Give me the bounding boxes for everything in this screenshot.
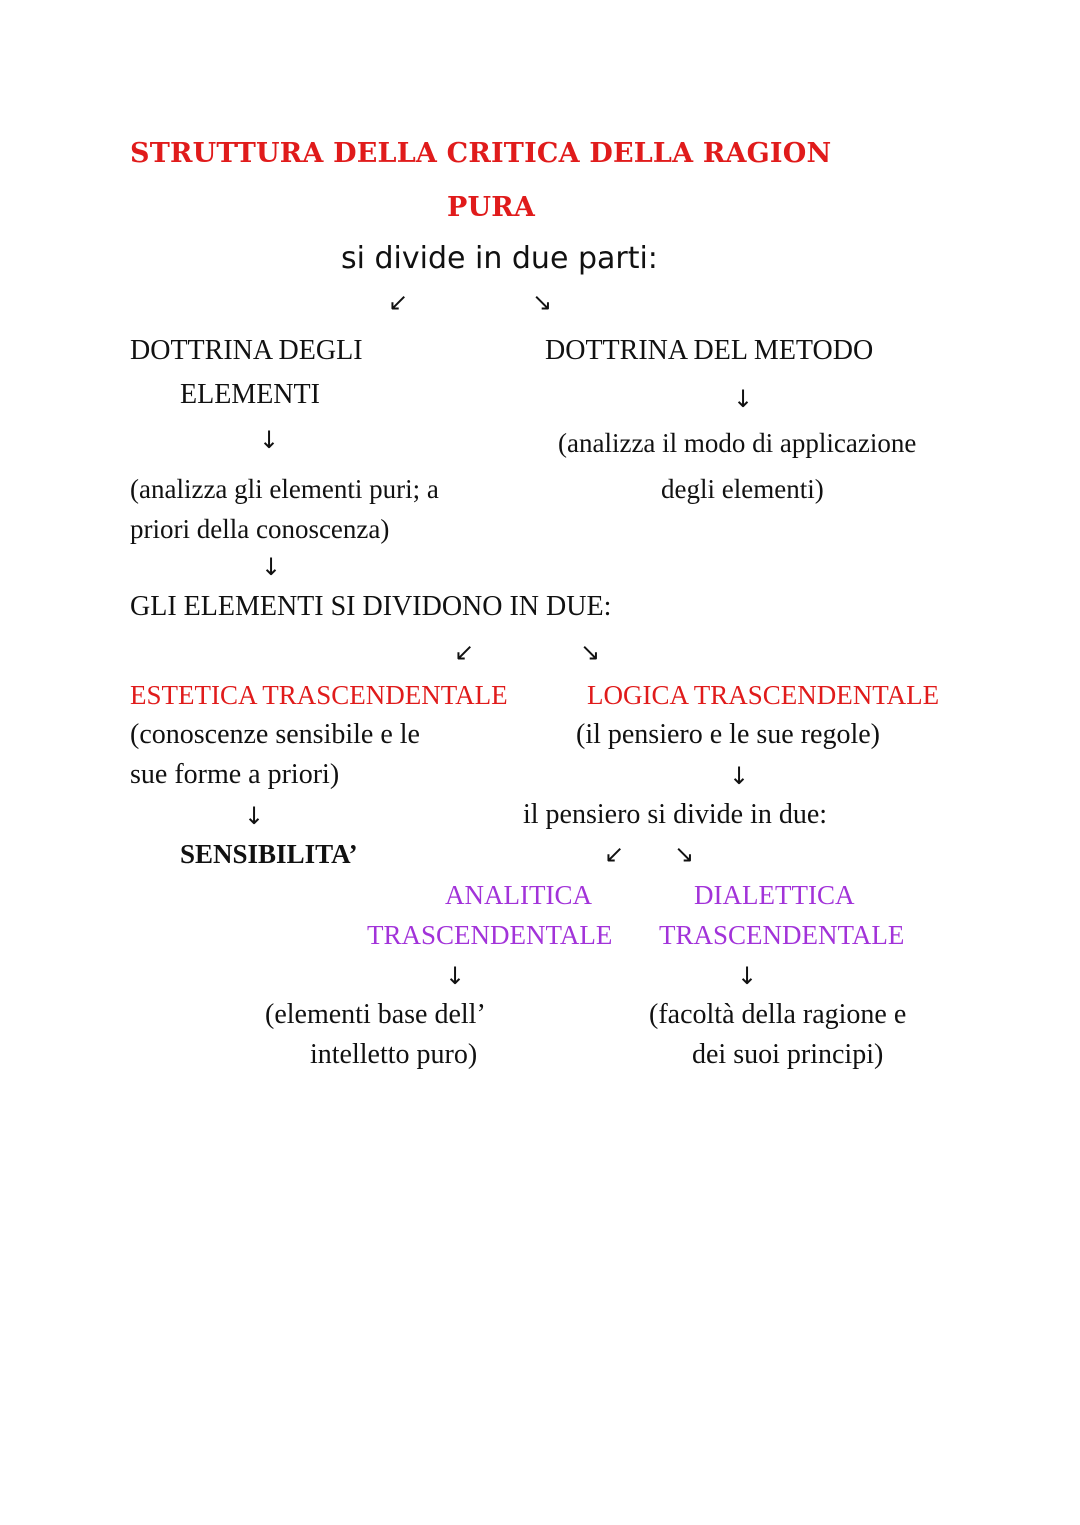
estetica-heading: ESTETICA TRASCENDENTALE — [130, 680, 508, 710]
arrow-down-right-icon: ↘ — [674, 840, 695, 868]
estetica-desc-line2: sue forme a priori) — [130, 759, 340, 790]
page-title-continuation: PURA — [447, 192, 536, 223]
dottrina-metodo-heading: DOTTRINA DEL METODO — [545, 335, 874, 366]
dottrina-elementi-heading-line2: ELEMENTI — [180, 379, 320, 410]
pensiero-split-text: il pensiero si divide in due: — [523, 799, 828, 830]
dottrina-metodo-desc: (analizza il modo di applicazione — [558, 428, 917, 458]
logica-heading: LOGICA TRASCENDENTALE — [587, 680, 940, 710]
arrow-down-icon: ↓ — [733, 385, 754, 413]
arrow-down-right-icon: ↘ — [532, 288, 553, 316]
arrow-down-icon: ↓ — [729, 762, 750, 790]
analitica-desc-line2: intelletto puro) — [310, 1039, 478, 1070]
arrow-down-icon: ↓ — [261, 553, 282, 581]
dialettica-heading: DIALETTICA — [694, 880, 855, 910]
dottrina-elementi-desc-line2: priori della conoscenza) — [130, 514, 390, 544]
analitica-heading-line2: TRASCENDENTALE — [367, 920, 613, 950]
arrow-down-icon: ↓ — [244, 802, 265, 830]
logica-desc: (il pensiero e le sue regole) — [576, 719, 880, 750]
dottrina-elementi-desc: (analizza gli elementi puri; a — [130, 474, 439, 504]
arrow-down-left-icon: ↙ — [388, 288, 409, 316]
sensibilita-label: SENSIBILITA’ — [180, 839, 358, 869]
arrow-down-right-icon: ↘ — [580, 638, 601, 666]
analitica-heading: ANALITICA — [445, 880, 592, 910]
estetica-desc: (conoscenze sensibile e le — [130, 719, 420, 750]
arrow-down-icon: ↓ — [259, 426, 280, 454]
dialettica-desc-line2: dei suoi principi) — [692, 1039, 884, 1070]
dialettica-desc: (facoltà della ragione e — [649, 999, 907, 1030]
page-title: STRUTTURA DELLA CRITICA DELLA RAGION — [130, 138, 832, 169]
elements-split-text: GLI ELEMENTI SI DIVIDONO IN DUE: — [130, 591, 612, 622]
dottrina-elementi-heading: DOTTRINA DEGLI — [130, 335, 363, 366]
dottrina-metodo-desc-line2: degli elementi) — [661, 474, 824, 504]
analitica-desc: (elementi base dell’ — [265, 999, 486, 1030]
dialettica-heading-line2: TRASCENDENTALE — [659, 920, 905, 950]
arrow-down-icon: ↓ — [445, 962, 466, 990]
intro-text: si divide in due parti: — [341, 241, 658, 276]
arrow-down-left-icon: ↙ — [454, 638, 475, 666]
arrow-down-icon: ↓ — [737, 962, 758, 990]
arrow-down-left-icon: ↙ — [604, 840, 625, 868]
